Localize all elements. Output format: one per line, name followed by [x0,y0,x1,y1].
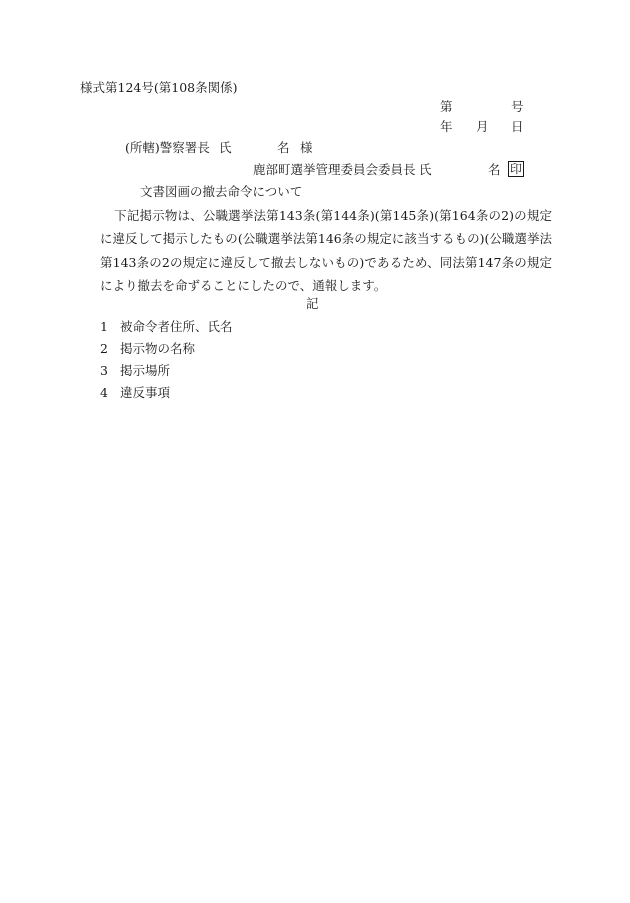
subject-line: 文書図画の撤去命令について [140,184,303,199]
sender-shi: 氏 [419,162,432,177]
body-paragraph [100,204,552,297]
sender-title: 鹿部町選挙管理委員会委員長 [253,162,416,177]
addressee-honorific: 様 [300,140,313,155]
form-header: 様式第124号(第108条関係) [80,80,238,95]
seal-label: 印 [510,162,523,176]
addressee-shi: 氏 [219,140,232,155]
body-text: 下記掲示物は、公職選挙法第143条(第144条)(第145条)(第164条の2)の規定に違反して掲示したもの(公職選挙法第146条の規定に該当するもの)(公職選挙法第143条の2の規定に違反して撤去しないもの)であるため、同法第147条の規定により撤去を命ずることにしたので、通報します。 [100,208,552,293]
list-item-number: 1 [100,319,108,334]
date-day: 日 [511,119,524,134]
list-item-number: 2 [100,341,108,356]
number-dai: 第 [440,99,453,114]
sender-mei: 名 [488,162,501,177]
list-item-label: 違反事項 [120,385,171,400]
seal-mark [508,161,524,177]
list-item-number: 4 [100,385,108,400]
date-month: 月 [476,119,489,134]
list-item-label: 掲示物の名称 [120,341,196,356]
addressee-mei: 名 [277,140,290,155]
list-item-label: 掲示場所 [120,363,171,378]
ki-heading: 記 [306,296,319,311]
addressee-title: (所轄)警察署長 [125,140,210,155]
list-item-number: 3 [100,363,108,378]
list-item-label: 被命令者住所、氏名 [120,319,233,334]
number-go: 号 [511,99,524,114]
date-year: 年 [440,119,453,134]
